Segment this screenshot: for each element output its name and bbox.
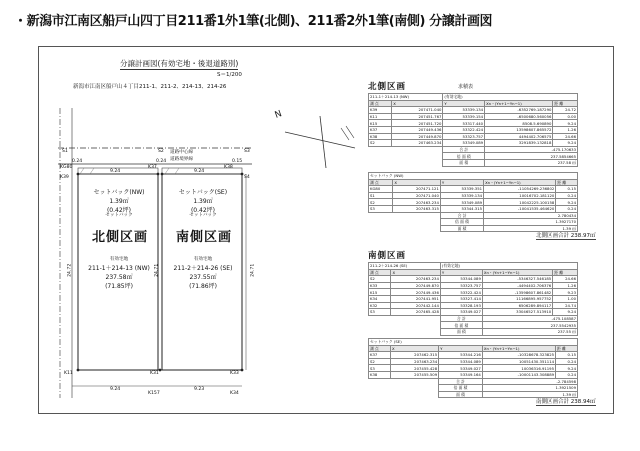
point-kg80: KG80 [60,165,73,170]
table-cell: 9.24 [553,309,578,316]
total-value: -475.170633 [485,146,578,153]
table-cell: 207462.315 [390,352,438,359]
south-setback-label: セットバック(SE) [178,189,228,196]
total-label: 倍 面 積 [440,219,483,226]
table-header-cell: Y [440,179,483,186]
blank-cell [369,322,441,329]
table-cell: 207442.144 [391,302,440,309]
table-row [369,276,578,283]
table-cell: 0.24 [556,371,578,378]
total-value: -475.108587 [482,315,577,322]
south-setback-tsubo: (0.42坪) [190,207,216,214]
table-cell: K32 [369,302,391,309]
table-row [369,289,578,296]
total-row [369,315,578,322]
plan-address: 新潟市江南区船戸山４丁目211-1、211-2、214-13、214-26 [73,84,227,90]
total-label: 合 計 [439,378,483,385]
table-cell: 207463.234 [393,199,441,206]
table-cell: 207463.315 [393,205,441,212]
north-main-table [368,93,578,167]
south-setback-area: 1.39㎡ [193,198,213,205]
table-cell: 0.24 [556,205,578,212]
total-label: 倍 面 積 [440,322,482,329]
total-label: 倍 面 積 [439,385,483,392]
blank-cell [369,328,441,335]
south-lot-name: 南側区画 [176,230,233,245]
blank-cell [369,385,439,392]
table-cell: 3291839.132818 [485,140,553,147]
dim-setback-w2: 0.24 [156,159,167,164]
table-cell: 207465.428 [391,309,440,316]
south-lot-no: 211-2＋214-26 (SE) [173,264,233,272]
table-cell: 207471.040 [393,192,441,199]
table-cell: 207463.234 [392,140,443,147]
table-cell: 207463.234 [391,276,440,283]
table-cell: 0.24 [556,192,578,199]
blank-cell [369,159,443,166]
south-lot-tsubo: (71.86坪) [189,282,217,290]
table-cell: K38 [369,371,391,378]
road-boundary-label: 道路境界線 [170,157,193,162]
north-setback-tsubo: (0.42坪) [106,207,132,214]
table-row [369,365,578,372]
table-row [369,192,578,199]
table-header-cell: X [391,269,440,276]
point-s3: S3 [244,149,250,154]
road-centerline-label: 道路中心線 [170,150,193,155]
table-cell: 207441.951 [391,295,440,302]
blank-cell [369,153,443,160]
table-row [369,126,578,133]
table-cell: 53322.424 [440,289,482,296]
point-k37: K37 [148,165,157,170]
south-main-sub2: (有効宅地) [440,263,577,270]
total-value: 237.58 ㎡ [485,159,578,166]
total-label: 合 計 [440,315,482,322]
table-cell: 24.74 [553,302,578,309]
table-cell: 207471.121 [393,186,441,193]
total-value: 1.39 ㎡ [484,225,578,232]
table-header-cell: 距 離 [556,345,578,352]
north-total [536,231,596,240]
dim-right-side: 24.71 [250,263,256,277]
north-lot-name: 北側区画 [92,230,149,245]
north-eff-label: 有効宅地 [109,257,129,262]
north-setback-table [368,172,578,232]
table-row [369,107,578,114]
table-cell: 53339.154 [443,113,485,120]
point-k38: K38 [224,165,233,170]
table-cell: S3 [369,309,391,316]
table-cell: -10328678.323825 [482,352,555,359]
page-title: ・新潟市江南区船戸山四丁目211番1外1筆(北側)、211番2外1筆(南側) 分譲計画図 [14,14,493,29]
table-cell: K15 [369,289,391,296]
south-section-heading: 南側区画 [368,251,407,261]
table-cell: 53323.757 [443,133,485,140]
table-header-cell: Y [440,269,482,276]
table-header-cell: 測 点 [369,345,391,352]
point-k31: K31 [150,371,159,376]
table-cell: K38 [369,133,392,140]
total-value: 237.5542935 [482,322,577,329]
table-cell: 207449.436 [391,289,440,296]
north-setback-area: 1.39㎡ [109,198,129,205]
table-cell: 1.26 [553,126,578,133]
table-cell: 53322.424 [443,126,485,133]
total-row [369,328,578,335]
blank-cell [369,378,439,385]
table-cell: 53344.216 [439,352,483,359]
south-main-table [368,262,578,336]
north-setback-sub: セットバック [105,213,133,218]
north-main-sub: 211-1＋214-13 (NW) [369,94,443,101]
table-header-cell: Xn・(Yn+1−Yn−1) [482,269,552,276]
point-k39: K39 [60,175,69,180]
north-total-value: 238.97㎡ [570,233,596,239]
table-cell: S1 [369,192,393,199]
table-cell: K33 [369,282,391,289]
table-cell: -13598607.861482 [482,289,552,296]
table-cell: 9.24 [553,120,578,127]
total-value: 2.780434 [484,212,578,219]
table-cell: 53323.757 [440,282,482,289]
blank-cell [369,146,443,153]
table-header-cell: 距 離 [553,100,578,107]
table-cell: S2 [369,199,393,206]
table-row [369,358,578,365]
table-row [369,186,578,193]
table-cell: -10041535.464620 [484,205,556,212]
total-label: 合 計 [443,146,485,153]
total-row [369,212,578,219]
table-header-cell: Xn・(Yn+1−Yn−1) [485,100,553,107]
point-k34: K34 [230,391,239,396]
table-row [369,133,578,140]
table-row [369,140,578,147]
table-header-cell: Y [443,100,485,107]
south-setback-sub: セットバック [189,213,217,218]
plan-scale: S＝1/200 [217,72,242,78]
table-cell: K34 [369,295,391,302]
table-cell: S3 [369,365,391,372]
south-main-sub: 211-2＋214-26 (SE) [369,263,441,270]
table-cell: KG80 [369,186,393,193]
table-cell: 9.24 [556,199,578,206]
table-cell: -6352769.187290 [485,107,553,114]
table-header-cell: Xn・(Yn+1−Yn−1) [484,179,556,186]
table-cell: 24.66 [553,276,578,283]
total-value: 1.3921509 [482,385,577,392]
dim-bottom-right: 9.23 [194,387,205,392]
table-header-cell: Xn・(Yn+1−Yn−1) [482,345,555,352]
point-s2: S2 [158,149,164,154]
table-cell: S2 [369,140,392,147]
total-row [369,378,578,385]
table-header-cell: 距 離 [556,179,578,186]
dim-bottom-left: 9.24 [110,387,121,392]
svg-text:N: N [273,109,284,121]
table-cell: 207471.040 [392,107,443,114]
table-cell: 207449.870 [391,282,440,289]
north-main-sub2: (有効宅地) [443,94,578,101]
table-cell: -6500680.560056 [485,113,553,120]
table-row [369,371,578,378]
table-cell: S2 [369,276,391,283]
table-row [369,302,578,309]
table-cell: K39 [369,107,392,114]
total-row [369,385,578,392]
table-cell: 207449.870 [392,133,443,140]
table-cell: 53349.089 [443,140,485,147]
table-cell: 53344.089 [439,358,483,365]
dim-mid-side: 24.71 [154,263,160,277]
blank-cell [369,391,439,398]
south-eff-label: 有効宅地 [193,257,213,262]
table-cell: -11054269.236802 [484,186,556,193]
table-header-cell: 距 離 [553,269,578,276]
table-cell: S3 [369,205,393,212]
total-value: 237.5854665 [485,153,578,160]
table-cell: 53339.134 [443,107,485,114]
dim-left-side: 24.72 [67,263,73,277]
total-label: 面 積 [443,159,485,166]
blank-cell [369,212,441,219]
total-value: -2.784598 [482,378,577,385]
table-cell: 207449.436 [392,126,443,133]
table-cell: K11 [369,113,392,120]
dim-setback-w3: 0.15 [232,159,243,164]
table-header-cell: 測 点 [369,100,392,107]
point-k11: K11 [64,371,73,376]
table-header-cell: X [393,179,441,186]
point-k157: K157 [148,391,160,396]
north-lot-setback-block [86,187,152,219]
table-cell: 33046527.513910 [482,309,552,316]
south-lot-area: 237.55㎡ [189,273,217,281]
dim-top-right: 9.24 [194,169,205,174]
total-row [369,322,578,329]
table-cell: 6506289.894117 [482,302,552,309]
north-lot-info [80,258,158,290]
table-row [369,120,578,127]
table-cell: -5346327.546185 [482,276,552,283]
table-cell: 9.24 [556,365,578,372]
table-cell: 207463.234 [390,358,438,365]
south-sb-title: セットバック (SE) [369,339,578,346]
table-cell: 53339.351 [440,186,483,193]
table-cell: 207451.767 [392,113,443,120]
table-row [369,309,578,316]
north-sb-title: セットバック (NW) [369,173,578,180]
blank-cell [369,219,441,226]
table-cell: 53328.193 [440,302,482,309]
table-cell: 0.00 [553,113,578,120]
north-lot-no: 211-1＋214-13 (NW) [88,264,150,272]
table-row [369,205,578,212]
table-cell: 10051430.351114 [482,358,555,365]
plan-heading: 分譲計画図(有効宅地・後退道路別) [120,59,239,68]
table-cell: 0.15 [556,186,578,193]
table-cell: 24.66 [553,133,578,140]
table-cell: 53327.414 [440,295,482,302]
point-k33: K33 [230,371,239,376]
table-cell: 13598607.865572 [485,126,553,133]
south-total-label: 南側区画合計 [536,399,570,405]
north-arrow-icon [274,109,355,168]
table-cell: 53339.134 [440,192,483,199]
table-cell: 207455.509 [390,371,438,378]
dim-setback-w: 0.24 [72,159,83,164]
total-row [369,219,578,226]
table-header-cell: X [390,345,438,352]
table-cell: 11166895.957752 [482,295,552,302]
table-cell: 9.24 [553,140,578,147]
table-cell: 10036316.91195 [482,365,555,372]
table-row [369,282,578,289]
table-cell: 207455.428 [390,365,438,372]
table-cell: 53344.315 [440,205,483,212]
total-label: 合 計 [440,212,483,219]
table-header-cell: Y [439,345,483,352]
table-cell: 53344.089 [440,276,482,283]
table-cell: 0.24 [556,358,578,365]
south-setback-table [368,338,578,398]
table-cell: K37 [369,352,391,359]
table-cell: 53349.164 [439,371,483,378]
table-cell: K37 [369,126,392,133]
north-total-label: 北側区画合計 [536,233,570,239]
table-cell: 53317.440 [443,120,485,127]
total-row [369,159,578,166]
table-row [369,295,578,302]
total-value: 1.39 ㎡ [482,391,577,398]
total-label: 面 積 [440,328,482,335]
total-value: 237.55 ㎡ [482,328,577,335]
table-cell: -4494402.706376 [482,282,552,289]
north-setback-label: セットバック(NW) [93,189,145,196]
south-lot-info [164,258,242,290]
blank-cell [369,225,441,232]
table-cell: 53349.027 [440,309,482,316]
north-lot-area: 237.58㎡ [105,273,133,281]
south-total [536,397,596,406]
south-lot-setback-block [170,187,236,219]
table-row [369,113,578,120]
table-header-cell: 測 点 [369,269,391,276]
north-section-heading: 北側区画 [368,82,407,92]
north-lot-tsubo: (71.85坪) [105,282,133,290]
table-cell: 0.15 [556,352,578,359]
table-cell: 1.00 [553,295,578,302]
blank-cell [369,315,441,322]
dim-top-left: 9.24 [110,169,121,174]
south-total-value: 238.94㎡ [570,399,596,405]
table-header-cell: X [392,100,443,107]
point-s4: S4 [244,175,250,180]
total-label: 面 積 [439,391,483,398]
table-cell: 9.23 [553,289,578,296]
point-s1: S1 [62,149,68,154]
table-row [369,352,578,359]
table-cell: 4494402.706575 [485,133,553,140]
total-label: 面 積 [440,225,483,232]
total-label: 倍 面 積 [443,153,485,160]
table-cell: K15 [369,120,392,127]
table-row [369,199,578,206]
table-cell: 53349.089 [440,199,483,206]
table-cell: S2 [369,358,391,365]
table-cell: 10016702.181120 [484,192,556,199]
total-row [369,153,578,160]
north-table-title: 求積表 [458,84,474,90]
total-value: 1.3927170 [484,219,578,226]
table-cell: 1.26 [553,282,578,289]
table-cell: -10001143.308889 [482,371,555,378]
table-cell: 24.72 [553,107,578,114]
table-cell: 8508.5.690890 [485,120,553,127]
table-cell: 10042225.100158 [484,199,556,206]
total-row [369,146,578,153]
table-header-cell: 測 点 [369,179,393,186]
table-cell: 53349.027 [439,365,483,372]
table-cell: 207451.720 [392,120,443,127]
